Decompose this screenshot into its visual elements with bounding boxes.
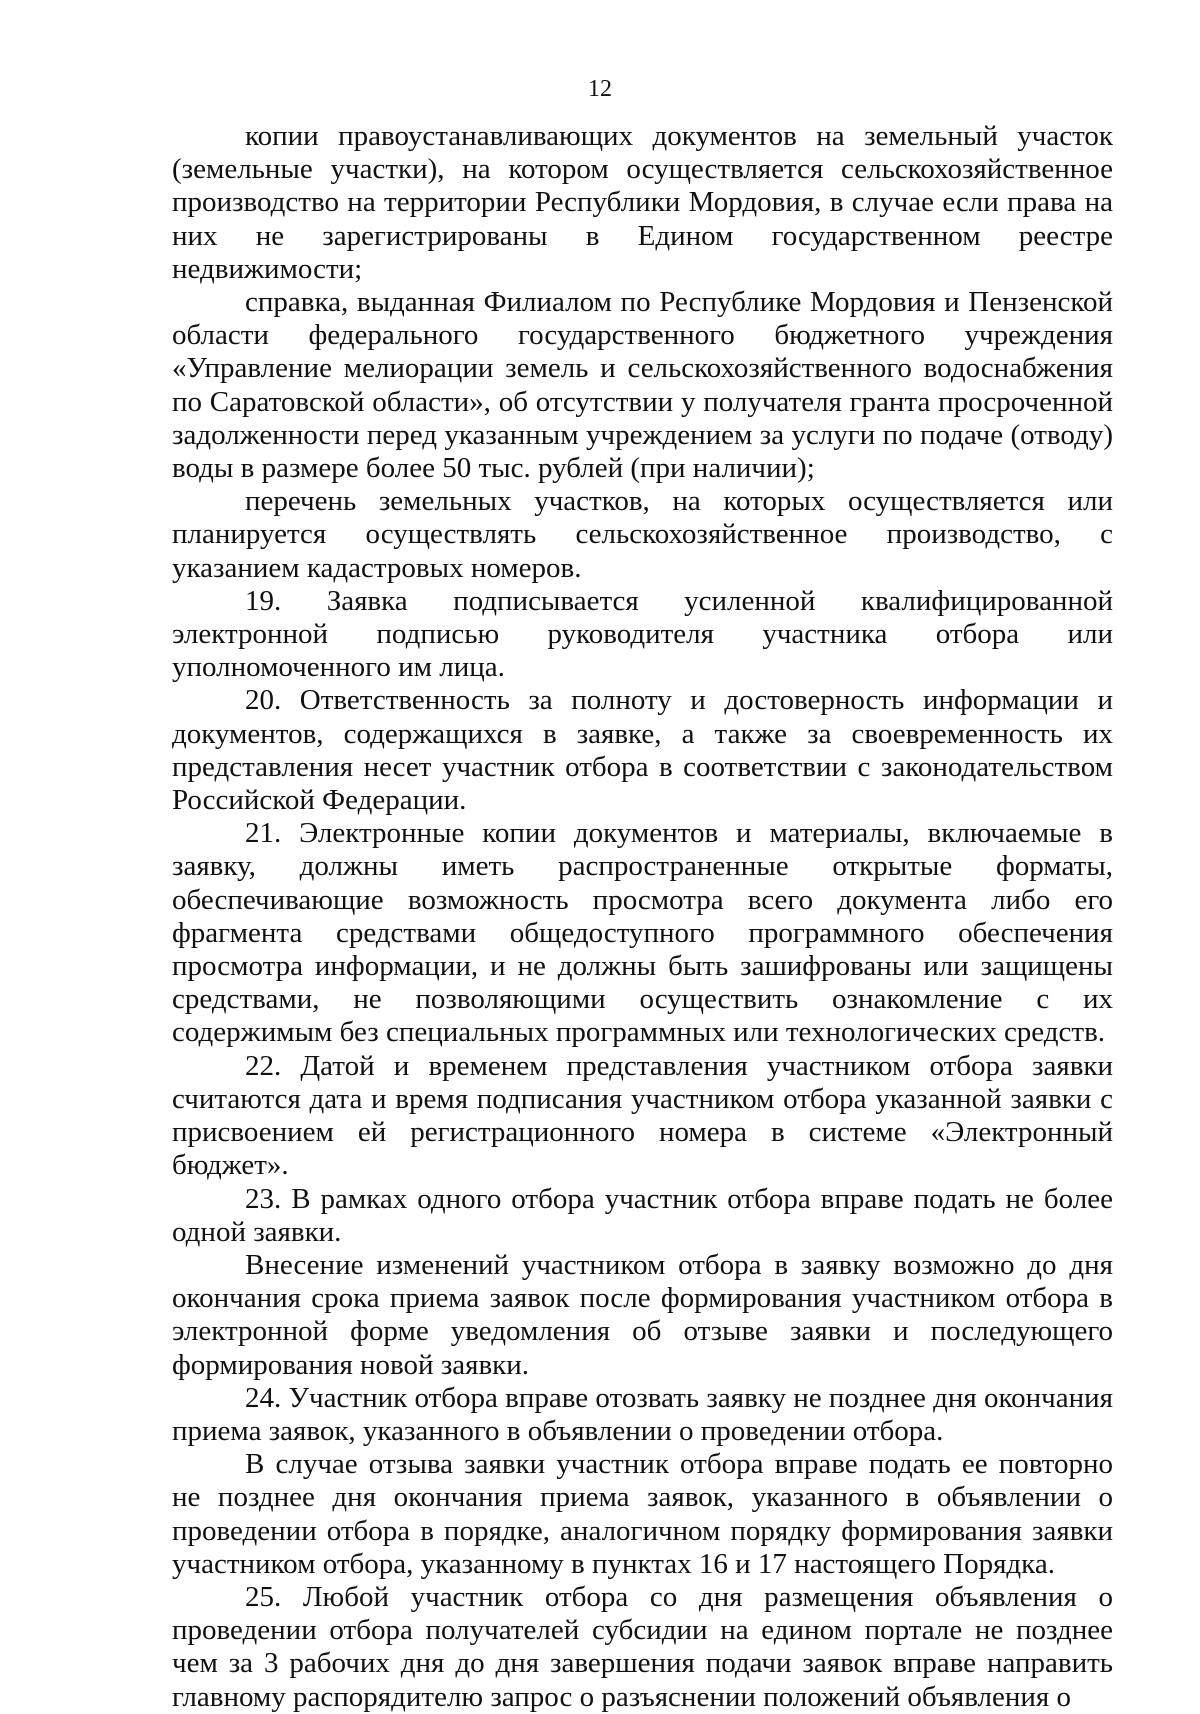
document-body — [172, 120, 1113, 1714]
paragraph-23: 23. В рамках одного отбора участник отбора вправе подать не более одной заявки. — [172, 1182, 1113, 1248]
paragraph-24-resubmit: В случае отзыва заявки участник отбора вправе подать ее повторно не позднее дня окончания приема заявок, указанного в объявлении о проведении отбора в порядке, аналогичном порядку формирования заявки участником отбора, указанному в пунктах 16 и 17 настоящего Порядка. — [172, 1448, 1113, 1580]
paragraph-23-changes: Внесение изменений участником отбора в заявку возможно до дня окончания срока приема заявок после формирования участником отбора в электронной форме уведомления об отзыве заявки и последующего формирования новой заявки. — [172, 1248, 1113, 1381]
paragraph-reclamation-certificate: справка, выданная Филиалом по Республике Мордовия и Пензенской области федерального государственного бюджетного учреждения «Управление мелиорации земель и сельскохозяйственного водоснабжения по Саратовской области», об отсутствии у получателя гранта просроченной задолженности перед указанным учреждением за услуги по подаче (отводу) воды в размере более 50 тыс. рублей (при наличии); — [172, 286, 1113, 485]
paragraph-19: 19. Заявка подписывается усиленной квалифицированной электронной подписью руководителя участника отбора или уполномоченного им лица. — [172, 584, 1113, 684]
paragraph-25: 25. Любой участник отбора со дня размещения объявления о проведении отбора получателей субсидии на едином портале не позднее чем за 3 рабочих дня до дня завершения подачи заявок вправе направить главному распорядителю запрос о разъяснении положений объявления о — [172, 1580, 1113, 1713]
paragraph-20: 20. Ответственность за полноту и достоверность информации и документов, содержащихся в заявке, а также за своевременность их представления несет участник отбора в соответствии с законодательством Российской Федерации. — [172, 684, 1113, 817]
page-number: 12 — [588, 76, 612, 102]
paragraph-land-documents: копии правоустанавливающих документов на земельный участок (земельные участки), на котором осуществляется сельскохозяйственное производство на территории Республики Мордовия, в случае если права на них не зарегистрированы в Едином государственном реестре недвижимости; — [172, 120, 1113, 285]
paragraph-24: 24. Участник отбора вправе отозвать заявку не позднее дня окончания приема заявок, указанного в объявлении о проведении отбора. — [172, 1381, 1113, 1447]
paragraph-21: 21. Электронные копии документов и материалы, включаемые в заявку, должны иметь распространенные открытые форматы, обеспечивающие возможность просмотра всего документа либо его фрагмента средствами общедоступного программного обеспечения просмотра информации, и не должны быть зашифрованы или защищены средствами, не позволяющими осуществить ознакомление с их содержимым без специальных программных или технологических средств. — [172, 817, 1113, 1049]
paragraph-22: 22. Датой и временем представления участником отбора заявки считаются дата и время подписания участником отбора указанной заявки с присвоением ей регистрационного номера в системе «Электронный бюджет». — [172, 1049, 1113, 1182]
paragraph-land-list: перечень земельных участков, на которых осуществляется или планируется осуществлять сельскохозяйственное производство, с указанием кадастровых номеров. — [172, 485, 1113, 584]
